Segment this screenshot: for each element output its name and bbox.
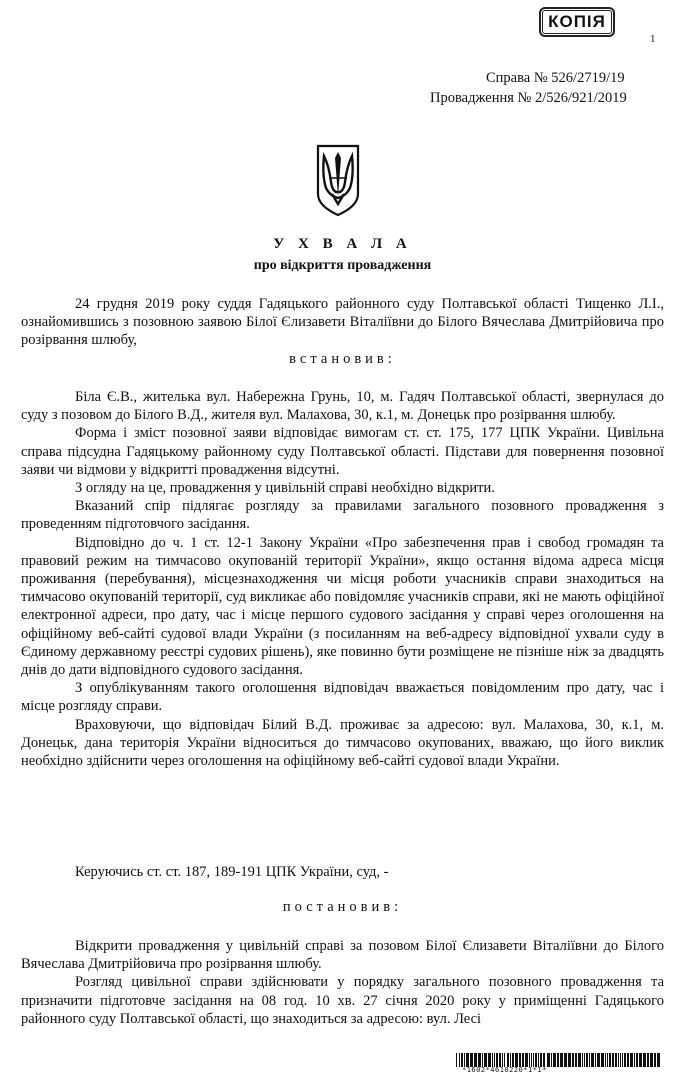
paragraph-procedure: Вказаний спір підлягає розгляду за правилами загального позовного провадження з проведенням підготовчого засідання. — [21, 498, 664, 533]
paragraph-parties: Біла Є.В., жителька вул. Набережна Грунь, 10, м. Гадяч Полтавської області, звернулася до суду з позовом до Білого В.Д., жителя вул. Малахова, 30, к.1, м. Донецьк про розірвання шлюбу. — [21, 389, 664, 424]
resolution-open: Відкрити провадження у цивільній справі за позовом Білої Єлизавети Віталіївни до Білого Вячеслава Дмитрійовича про розірвання шлюбу. — [21, 938, 664, 973]
established-block — [21, 350, 664, 368]
paragraph-form: Форма і зміст позовної заяви відповідає вимогам ст. ст. 175, 177 ЦПК України. Цивільна справа підсудна Гадяцькому районному суду Полтавської області. Підстави для повернення позовної заяви чи відмови у відкритті провадження відсутні. — [21, 425, 664, 478]
resolved-heading: постановив: — [282, 899, 403, 915]
document-title: У Х В А Л А — [273, 236, 412, 252]
resolution-block — [21, 937, 664, 1028]
barcode-icon — [456, 1053, 661, 1067]
intro-paragraph: 24 грудня 2019 року суддя Гадяцького районного суду Полтавської області Тищенко Л.І., ознайомившись з позовною заявою Білої Єлизавети Віталіївни до Білого Вячеслава Дмитрійовича про розірвання шлюбу, — [21, 296, 664, 349]
copy-stamp — [539, 7, 615, 37]
proceeding-number: Провадження № 2/526/921/2019 — [430, 90, 627, 106]
paragraph-law: Відповідно до ч. 1 ст. 12-1 Закону України «Про забезпечення прав і свобод громадян та правовий режим на тимчасово окупованій території України», якщо остання відома адреса місця проживання (перебування), місцезнаходження чи місця роботи учасників справи знаходиться на тимчасово окупованій території, суд викликає або повідомляє учасників справи, які не мають офіційної електронної адреси, про дату, час і місце першого судового засідання у справі через оголошення на офіційному веб-сайті судової влади України (з посиланням на веб-адресу відповідної ухвали суду в Єдиному державному реєстрі судових рішень), яке повинно бути розміщене не пізніше ніж за двадцять днів до дати відповідного судового засідання. — [21, 534, 664, 679]
case-number: Справа № 526/2719/19 — [486, 70, 625, 86]
barcode-number: *1602*4610220*1*1* — [462, 1066, 547, 1074]
copy-stamp-label: КОПІЯ — [542, 10, 612, 34]
paragraph-defendant: Враховуючи, що відповідач Білий В.Д. проживає за адресою: вул. Малахова, 30, к.1, м. Донецьк, дана територія України відноситься до тимчасово окупованих, вважаю, що його виклик необхідно здійснити через оголошення на офіційному веб-сайті судової влади України. — [21, 716, 664, 770]
resolved-heading-block — [21, 898, 664, 916]
guided-paragraph: Керуючись ст. ст. 187, 189-191 ЦПК України, суд, - — [75, 864, 389, 880]
page-number: 1 — [650, 33, 656, 45]
reasoning-block — [21, 388, 664, 770]
intro-block — [21, 295, 664, 350]
established-heading: встановив: — [289, 351, 396, 367]
guided-block — [21, 863, 664, 881]
paragraph-open: З огляду на це, провадження у цивільній справі необхідно відкрити. — [75, 480, 495, 497]
resolution-hearing: Розгляд цивільної справи здійснювати у порядку загального позовного провадження та призначити підготовче засідання на 08 год. 10 хв. 27 січня 2020 року у приміщенні Гадяцького районного суду Полтавської області, що знаходиться за адресою: вул. Лесі — [21, 974, 664, 1027]
paragraph-publication: З опублікуванням такого оголошення відповідач вважається повідомленим про дату, час і місце розгляду справи. — [21, 680, 664, 715]
document-subtitle: про відкриття провадження — [253, 258, 432, 273]
trident-emblem-icon — [314, 142, 362, 218]
case-numbers — [430, 68, 660, 108]
